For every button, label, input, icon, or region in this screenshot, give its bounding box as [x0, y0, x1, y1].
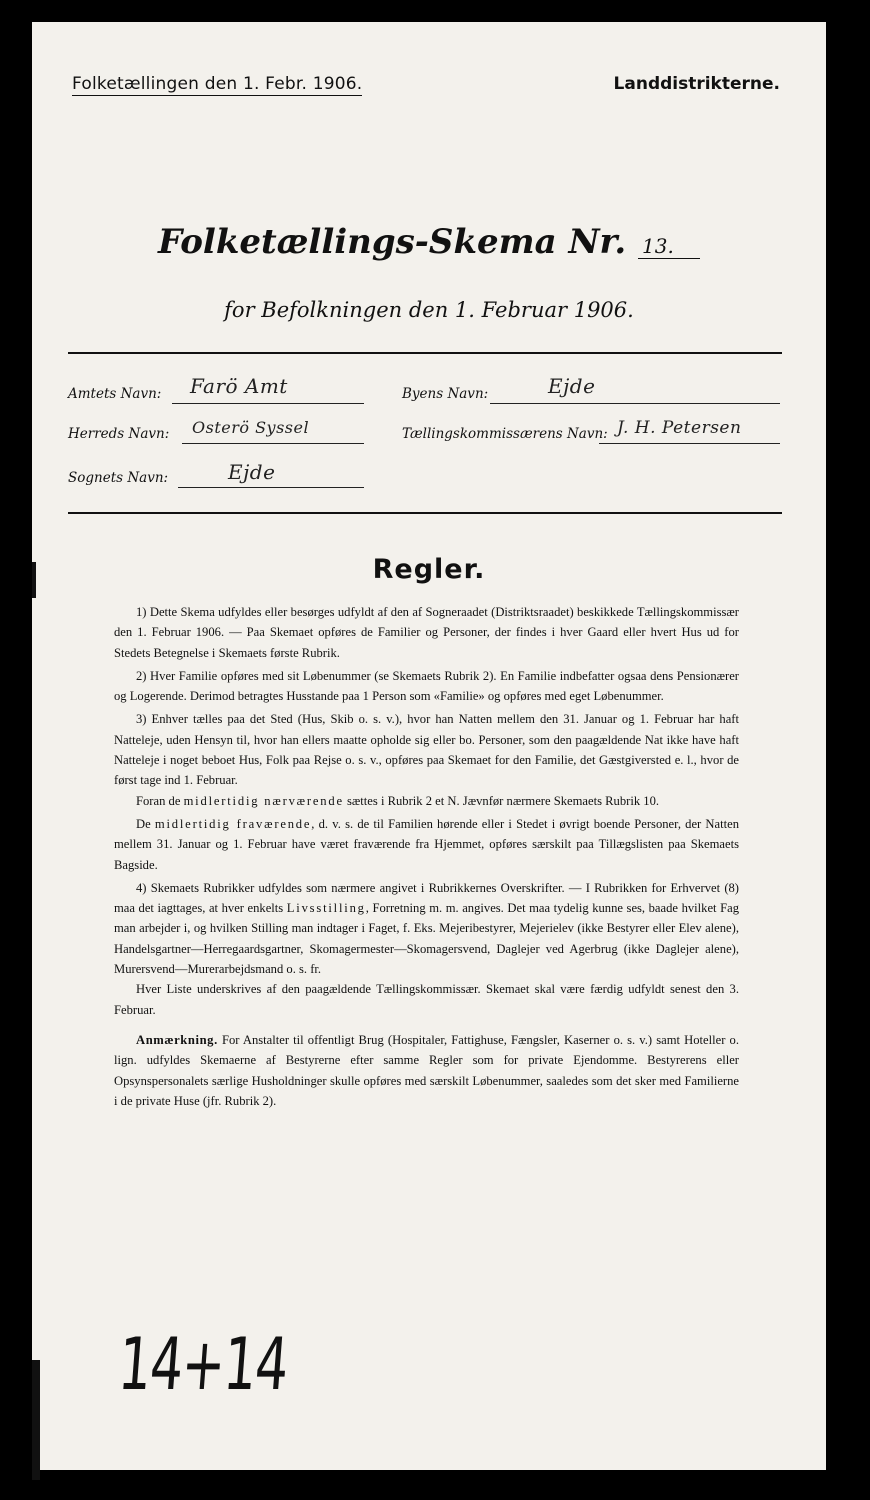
- herred-value: Osterö Syssel: [192, 418, 310, 437]
- form-subtitle: for Befolkningen den 1. Februar 1906.: [224, 298, 634, 322]
- kommissaer-value: J. H. Petersen: [617, 418, 742, 438]
- district-type-header: Landdistrikterne.: [613, 74, 780, 94]
- herred-label: Herreds Navn:: [68, 426, 170, 442]
- rule-3-fravaerende-post: , d. v. s. de til Familien hørende eller i Stedet i øvrigt boende Personer, der Natten mellem 31. Januar og 1. Februar have været fraværende fra Hjemmet, opføres særskilt paa Tillægslisten paa Skemaets Bagside.: [114, 816, 739, 872]
- form-title-text: Folketællings-Skema Nr.: [157, 222, 627, 262]
- by-label: Byens Navn:: [402, 386, 489, 402]
- rule-3: 3) Enhver tælles paa det Sted (Hus, Skib o. s. v.), hvor han Natten mellem den 31. Januar og 1. Februar har haft Natteleje, uden Hensyn til, hvor han ellers maatte opholde sig eller bo. Personer, som den paagældende Nat ikke have haft Natteleje i noget beboet Hus, Folk paa Rejse o. s. v., opføres paa Skemaet for den Familie, det Gæstgiversted e. l., hvor de først tage ind 1. Februar.: [114, 712, 739, 788]
- by-value: Ejde: [548, 374, 596, 398]
- rule-3-fravaerende: [114, 814, 739, 875]
- rule-2: 2) Hver Familie opføres med sit Løbenummer (se Skemaets Rubrik 2). En Familie indbefatter ogsaa dens Pensionærer og Logerende. Derimod betragtes Husstande paa 1 Person som «Familie» og opføres med eget Løbenummer.: [114, 668, 739, 704]
- bottom-divider: [68, 512, 782, 514]
- amt-label: Amtets Navn:: [68, 386, 162, 402]
- rules-heading: Regler.: [372, 554, 486, 585]
- annotation-note: [114, 1030, 739, 1111]
- kommissaer-line: [599, 443, 780, 444]
- rule-3-foran-post: sættes i Rubrik 2 et N. Jævnfør nærmere Skemaets Rubrik 10.: [343, 793, 660, 808]
- census-date-header: Folketællingen den 1. Febr. 1906.: [72, 74, 363, 94]
- sogn-line: [178, 487, 364, 488]
- amt-line: [172, 403, 364, 404]
- rule-4-spaced: Livsstilling: [286, 901, 366, 916]
- scan-mark-bottom-left: [32, 1360, 40, 1480]
- rule-1: 1) Dette Skema udfyldes eller besørges udfyldt af den af Sogneraadet (Distriktsraadet) beskikkede Tællingskommissær den 1. Februar 1906. — Paa Skemaet opføres de Familier og Personer, der findes i hver Gaard eller hvert Hus ud for Stedets Betegnelse i Skemaets første Rubrik.: [114, 605, 739, 660]
- kommissaer-label: Tællingskommissærens Navn:: [402, 426, 608, 442]
- handwritten-total: 14+14: [115, 1322, 291, 1406]
- amt-value: Farö Amt: [190, 374, 288, 398]
- rule-3-foran: [114, 791, 739, 811]
- sogn-value: Ejde: [228, 460, 276, 484]
- top-divider: [68, 352, 782, 354]
- by-line: [490, 403, 780, 404]
- rule-signature: Hver Liste underskrives af den paagældende Tællingskommissær. Skemaet skal være færdig udfyldt senest den 3. Februar.: [114, 982, 739, 1017]
- rule-4-pre: 4) Skemaets Rubrikker udfyldes som nærmere angivet i Rubrikkernes Overskrifter. — I Rubrikken for Erhvervet (8) maa det iagttages, at hver enkelts: [114, 880, 739, 916]
- annotation-text: For Anstalter til offentligt Brug (Hospitaler, Fattighuse, Fængsler, Kaserner o. s. v.) samt Hoteller o. lign. udfyldes Skemaerne af Bestyrerne efter samme Regler som for private Ejendomme. Bestyrerens eller Opsynspersonalets særlige Husholdninger skulle opføres med særskilt Løbenummer, saaledes som det sker med Familierne i de private Huse (jfr. Rubrik 2).: [114, 1032, 739, 1108]
- rule-3-fravaerende-spaced: midlertidig fraværende: [154, 816, 312, 831]
- sogn-label: Sognets Navn:: [68, 470, 169, 486]
- form-title: [32, 222, 826, 262]
- annotation-label: Anmærkning.: [136, 1032, 218, 1047]
- rule-3-fravaerende-pre: De: [136, 816, 155, 831]
- form-number: 13.: [638, 234, 700, 259]
- census-form-page: [32, 22, 826, 1470]
- rule-3-foran-spaced: midlertidig nærværende: [183, 793, 344, 808]
- rule-3-foran-pre: Foran de: [136, 793, 184, 808]
- rule-4-post: , Forretning m. m. angives. Det maa tydelig kunne ses, baade hvilket Fag man arbejder i, og hvilken Stilling man indtager i Faget, f. Eks. Mejeribestyrer, Mejerielev (ikke Bestyrer eller Elev alene), Handelsgartner—Herregaardsgartner, Skomagermester—Skomagersvend, Daglejer ved Agerbrug (ikke Daglejer alene), Murersvend—Murerarbejdsmand o. s. fr.: [114, 901, 739, 977]
- rules-text: [114, 602, 739, 1111]
- scan-mark-left: [32, 562, 36, 598]
- herred-line: [182, 443, 364, 444]
- rule-4: [114, 878, 739, 979]
